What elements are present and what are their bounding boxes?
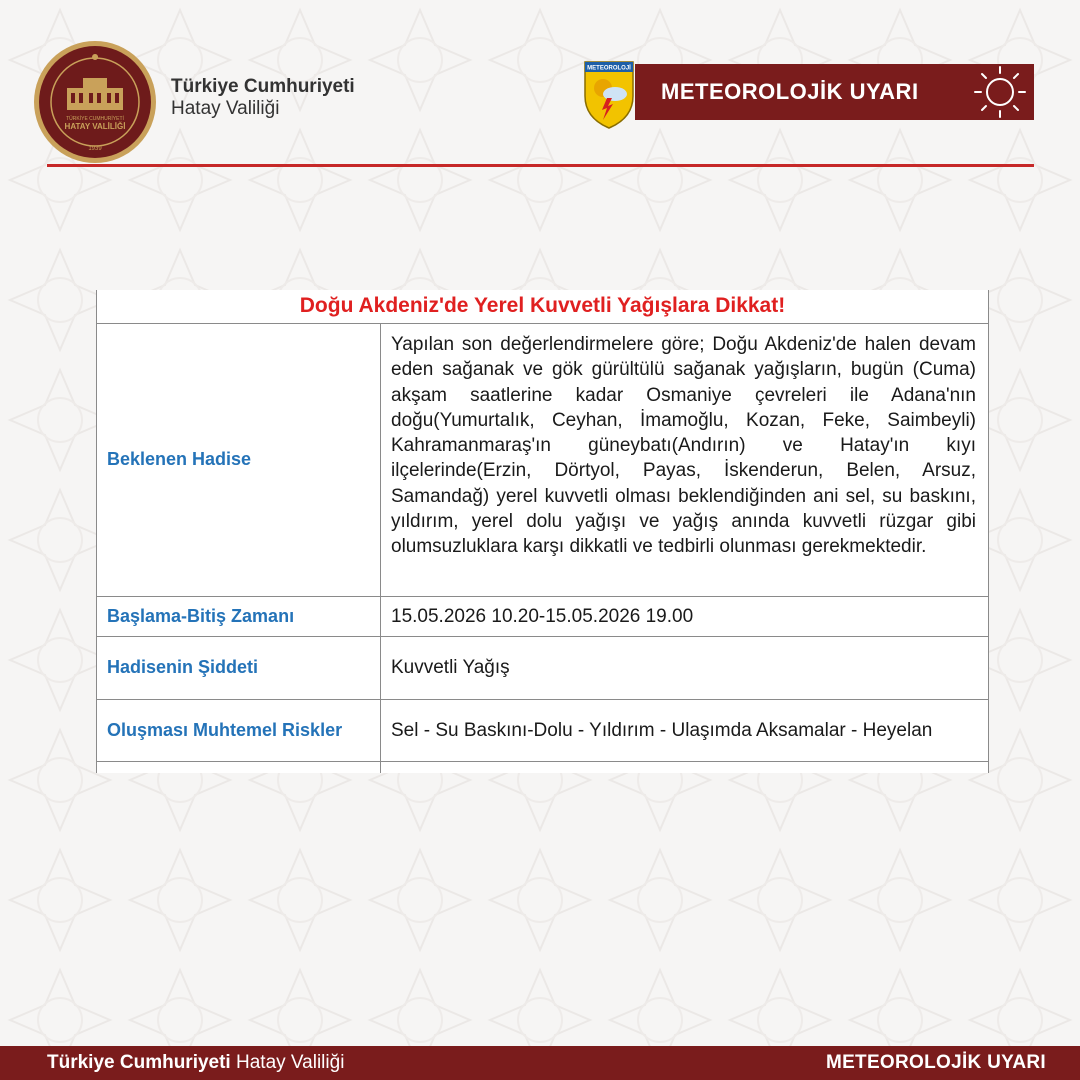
- row-value-expected-event: Yapılan son değerlendirmelere göre; Doğu Akdeniz'de halen devam eden sağanak ve gök gürültülü sağanak yağışların, bugün (Cuma) akşam saatlerine kadar Osmaniye çevreleri ile Adana'nın doğu(Yumurtalık, Ceyhan, İmamoğlu, Kozan, Feke, Saimbeyli) Kahramanmaraş'ın güneybatı(Andırın) ve Hatay'ın kıyı ilçelerinde(Erzin, Dörtyol, Payas, İskenderun, Belen, Arsuz, Samandağ) yerel kuvvetli olması beklendiğinden ani sel, su baskını, yıldırım, yerel dolu yağışı ve yağış anında kuvvetli rüzgar gibi olumsuzluklara karşı dikkatli ve tedbirli olunması gerekmektedir.: [391, 334, 976, 558]
- table-row: [97, 597, 988, 637]
- row-value-time-range: 15.05.2026 10.20-15.05.2026 19.00: [391, 605, 694, 627]
- row-label-severity: Hadisenin Şiddeti: [97, 637, 381, 699]
- meteorology-logo: [581, 58, 637, 130]
- row-label-time-range: Başlama-Bitiş Zamanı: [97, 597, 381, 636]
- table-row: [97, 324, 988, 597]
- warning-banner: [635, 64, 1034, 120]
- row-value-severity: Kuvvetli Yağış: [391, 657, 510, 679]
- seal-text-top: TÜRKİYE CUMHURİYETİ: [66, 116, 124, 122]
- footer-org-bold: Türkiye Cumhuriyeti: [47, 1052, 231, 1073]
- footer-org-regular: Hatay Valiliği: [236, 1052, 345, 1073]
- row-value-risks: Sel - Su Baskını-Dolu - Yıldırım - Ulaşımda Aksamalar - Heyelan: [391, 719, 933, 741]
- banner-title: METEOROLOJİK UYARI: [661, 79, 919, 104]
- hatay-governorship-seal: [33, 40, 157, 164]
- footer-organization: [47, 1052, 344, 1074]
- table-row: [97, 700, 988, 762]
- row-label-risks: Oluşması Muhtemel Riskler: [97, 700, 381, 761]
- org-name-line2: Hatay Valiliği: [171, 97, 280, 119]
- footer-title: METEOROLOJİK UYARI: [825, 1052, 1046, 1073]
- header-divider: [47, 164, 1034, 167]
- footer-bar: [0, 1046, 1080, 1080]
- table-row-cropped: [97, 762, 988, 773]
- bulletin-title: Doğu Akdeniz'de Yerel Kuvvetli Yağışlara Dikkat!: [97, 290, 988, 324]
- organization-name: [171, 76, 355, 120]
- row-value-cropped: [381, 762, 988, 773]
- warning-bulletin-table: [96, 290, 989, 773]
- sun-icon: [972, 64, 1032, 120]
- meteorology-logo-text: METEOROLOJİ: [587, 65, 631, 72]
- seal-year: 1939: [88, 146, 102, 152]
- row-label-cropped: [97, 762, 381, 773]
- seal-text-main: HATAY VALİLİĞİ: [64, 122, 126, 131]
- table-row: [97, 637, 988, 700]
- org-name-line1: Türkiye Cumhuriyeti: [171, 76, 355, 97]
- row-label-expected-event: Beklenen Hadise: [97, 324, 381, 596]
